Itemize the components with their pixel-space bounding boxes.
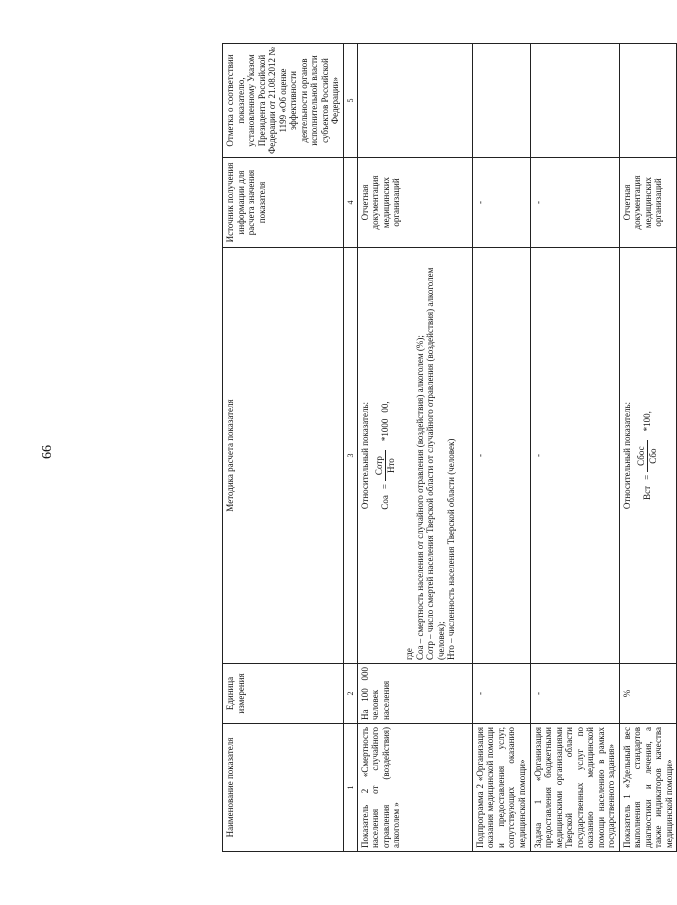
indicator-note [357,44,472,158]
indicator-table-wrapper [222,44,674,852]
indicator-source: - [530,158,619,248]
formula-numerator: Сбос [636,440,648,471]
formula-numerator: Сотр [374,450,386,481]
indicator-unit: На 100 000 человек населения [357,664,472,724]
page-number [38,432,58,472]
formula-eq: = [641,474,652,480]
formula-denominator: Сбо [647,448,658,464]
indicator-source: Отчетная документация медицинских организаций [357,158,472,248]
legend-line: Соа – смертность населения от случайного отравления (воздействия) алкоголем (%); [414,335,425,660]
column-number-row [343,44,357,852]
formula-lhs: Соа [379,495,390,510]
column-number: 4 [343,158,357,248]
indicator-note [530,44,619,158]
formula-eq: = [379,484,390,490]
task-name: Задача 1 «Организация предоставления бюджетными медицинскими организациями Тверской области государственных услуг по оказанию медицинской помощи населению в рамках государственного задания» [530,724,619,852]
indicator-method [357,248,472,664]
indicator-unit: - [530,664,619,724]
column-number: 1 [343,724,357,852]
formula-multiplier: *100, [641,411,652,432]
legend-where: где [404,648,414,660]
formula-legend [404,251,457,660]
indicator-method: - [472,248,530,664]
indicator-note [472,44,530,158]
table-header-row [223,44,344,852]
column-number: 2 [343,664,357,724]
formula-caption: Относительный показатель: [359,401,370,510]
formula [636,251,658,660]
legend-line: Нто – численность населения Тверской области (человек) [446,438,456,660]
formula-denominator: Нто [385,458,396,474]
subprogram-name: Подпрограмма 2 «Организация оказания медицинской помощи и предоставления услуг, сопутствующих оказанию медицинской помощи» [472,724,530,852]
indicator-name: Показатель 2 «Смертность населения от случайного отравления (воздействия) алкоголем » [357,724,472,852]
indicator-unit: - [472,664,530,724]
table-row [357,44,472,852]
column-number: 5 [343,44,357,158]
indicator-unit: % [619,664,677,724]
formula-tail: 00, [379,401,390,413]
indicator-source: - [472,158,530,248]
header-source: Источник получения информации для расчета значения показателя [223,158,344,248]
indicator-source: Отчетная документация медицинских организаций [619,158,677,248]
indicator-method: - [530,248,619,664]
indicator-table [222,43,677,852]
indicator-note [619,44,677,158]
header-note: Отметка о соответствии показателю, установленному Указом Президента Российской Федерации от 21.08.2012 № 1199 «Об оценке эффективности деятельности органов исполнительной власти субъектов Российской Федерации» [223,44,344,158]
table-row [619,44,677,852]
formula [374,251,396,660]
formula-lhs: Вст [641,485,652,500]
header-unit: Единица измерения [223,664,344,724]
indicator-name: Показатель 1 «Удельный вес выполнения стандартов диагностики и лечения, а также индикаторов качества медицинской помощи» [619,724,677,852]
table-row [530,44,619,852]
formula-multiplier: *1000 [379,418,390,442]
header-name: Наименование показателя [223,724,344,852]
column-number: 3 [343,248,357,664]
formula-fraction [636,440,658,471]
formula-fraction [374,450,396,481]
table-row [472,44,530,852]
indicator-method [619,248,677,664]
page-number-text: 66 [40,445,55,459]
legend-line: Сотр – число смертей населения Тверской области от случайного отравления (воздействия) алкоголем (человек); [425,267,446,660]
header-method: Методика расчета показателя [223,248,344,664]
formula-caption: Относительный показатель: [621,401,632,510]
